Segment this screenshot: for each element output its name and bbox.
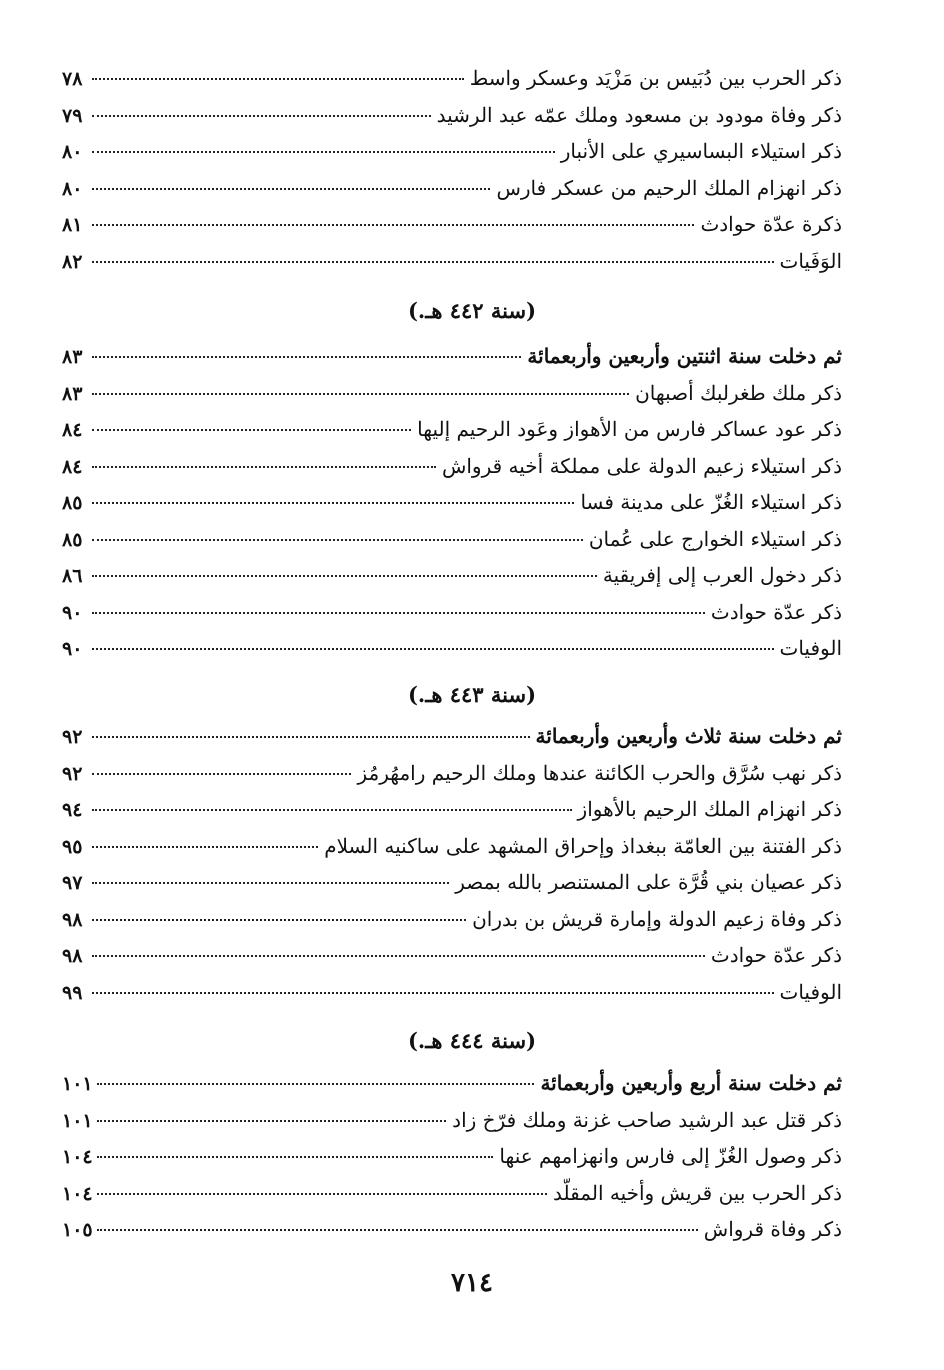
section-spacer [62, 298, 842, 338]
toc-entry-title: الوَفَيات [779, 248, 842, 273]
dot-leader [92, 151, 555, 153]
toc-entry [62, 411, 842, 448]
dot-leader [97, 1083, 535, 1085]
toc-entry-title: ذكر وصول الغُزّ إلى فارس وانهزامهم عنها [499, 1144, 842, 1168]
dot-leader [92, 648, 774, 650]
toc-entry [62, 791, 842, 828]
toc-entry-title: ذكر دخول العرب إلى إفريقية [602, 563, 842, 587]
toc-section-441-continued [62, 60, 842, 279]
toc-entry [62, 243, 842, 280]
toc-entry-page: ٨٤ [62, 455, 83, 478]
dot-leader [92, 575, 597, 577]
section-heading-444: (سنة ٤٤٤ هـ.) [407, 1028, 537, 1053]
dot-leader [92, 955, 705, 957]
dot-leader [92, 393, 629, 395]
toc-entry-page: ٩٢ [62, 726, 83, 748]
toc-entry-title: ذكر انهزام الملك الرحيم بالأهواز [577, 797, 842, 821]
toc-entry-page: ٨٦ [62, 565, 83, 587]
toc-entry-title: ذكر انهزام الملك الرحيم من عسكر فارس [496, 175, 842, 200]
toc-entry [62, 60, 842, 97]
toc-entry-title: ثم دخلت سنة أربع وأربعين وأربعمائة [540, 1071, 842, 1095]
dot-leader [92, 846, 318, 848]
toc-entry-title: ذكر قتل عبد الرشيد صاحب غزنة وملك فرّخ زاد [452, 1107, 842, 1132]
toc-entry [62, 828, 842, 865]
toc-entry [62, 375, 842, 412]
toc-entry-page: ١٠١ [62, 1109, 93, 1132]
toc-entry [62, 521, 842, 558]
toc-entry-page: ٨١ [62, 214, 83, 236]
section-spacer [62, 680, 842, 718]
toc-entry-title: ذكر الحرب بين قريش وأخيه المقلّد [553, 1180, 842, 1205]
dot-leader [92, 78, 464, 80]
toc-entry-page: ٩٧ [62, 872, 83, 894]
toc-entry-title: ذكر ملك طغرلبك أصبهان [635, 380, 842, 405]
toc-entry-title: الوفيات [779, 979, 842, 1004]
dot-leader [92, 429, 411, 431]
toc-entry [62, 448, 842, 485]
section-heading-442: (سنة ٤٤٢ هـ.) [407, 298, 537, 323]
dot-leader [92, 224, 694, 226]
toc-entry-page: ٩٢ [62, 762, 83, 785]
toc-section-442 [62, 298, 842, 667]
toc-entry-title: ذكر استيلاء الخوارج على عُمان [588, 526, 842, 551]
dot-leader [92, 736, 530, 738]
toc-entry-page: ٩٠ [62, 638, 83, 660]
toc-entry-page: ٨٠ [62, 177, 83, 200]
section-spacer [62, 1025, 842, 1065]
toc-entry [62, 1211, 842, 1248]
section-heading-443: (سنة ٤٤٣ هـ.) [407, 682, 537, 707]
dot-leader [92, 919, 466, 921]
toc-entry-title: ذكر استيلاء البساسيري على الأنبار [560, 139, 842, 163]
toc-entry [62, 1065, 842, 1102]
toc-entry [62, 97, 842, 134]
toc-entry [62, 630, 842, 667]
toc-entry [62, 718, 842, 755]
toc-entry-title: ذكر عدّة حوادث [710, 943, 842, 967]
toc-entry-page: ٨٢ [62, 250, 83, 273]
toc-entry-title: ذكر عصيان بني قُرَّة على المستنصر بالله بمصر [455, 870, 842, 894]
toc-section-444 [62, 1025, 842, 1248]
dot-leader [92, 773, 351, 775]
toc-entry-page: ١٠١ [62, 1073, 93, 1095]
toc-entry-page: ٨٣ [62, 346, 83, 368]
toc-entry-title: ذكر عود عساكر فارس من الأهواز وعَود الرحيم إليها [417, 417, 842, 441]
toc-entry-title: ذكر الفتنة بين العامّة ببغداذ وإحراق المشهد على ساكنيه السلام [324, 833, 842, 858]
toc-entry-page: ١٠٥ [62, 1219, 93, 1241]
dot-leader [92, 261, 774, 263]
toc-entry [62, 133, 842, 170]
toc-entry-page: ٩٨ [62, 945, 83, 967]
dot-leader [97, 1193, 547, 1195]
page-number: ٧١٤ [451, 1268, 493, 1298]
toc-entry-page: ٧٩ [62, 104, 83, 127]
toc-entry-page: ٩٩ [62, 981, 83, 1004]
toc-entry [62, 338, 842, 375]
toc-entry [62, 974, 842, 1011]
toc-entry [62, 557, 842, 594]
toc-entry-title: ذكرة عدّة حوادث [700, 212, 842, 236]
toc-entry-page: ٩٨ [62, 908, 83, 931]
toc-entry-title: ذكر استيلاء الغُزّ على مدينة فسا [580, 490, 842, 514]
dot-leader [92, 992, 774, 994]
toc-entry-title: ذكر استيلاء زعيم الدولة على مملكة أخيه قرواش [441, 453, 842, 478]
toc-entry [62, 206, 842, 243]
toc-entry [62, 901, 842, 938]
toc-entry [62, 170, 842, 207]
toc-entry-page: ٨٥ [62, 492, 83, 514]
toc-entry [62, 1175, 842, 1212]
dot-leader [97, 1229, 698, 1231]
toc-entry-page: ٨٠ [62, 141, 83, 163]
toc-entry-page: ٨٤ [62, 419, 83, 441]
toc-section-443 [62, 680, 842, 1010]
dot-leader [92, 612, 705, 614]
toc-entry-title: ثم دخلت سنة اثنتين وأربعين وأربعمائة [527, 344, 842, 368]
toc-entry-title: ذكر وفاة زعيم الدولة وإمارة قريش بن بدران [472, 906, 842, 931]
toc-entry [62, 937, 842, 974]
toc-entry [62, 484, 842, 521]
toc-entry-page: ٩٥ [62, 835, 83, 858]
toc-entry-page: ١٠٤ [62, 1146, 93, 1168]
toc-entry-title: ذكر وفاة قرواش [703, 1217, 842, 1241]
toc-entry-page: ٩٠ [62, 601, 83, 624]
dot-leader [92, 466, 436, 468]
dot-leader [92, 356, 521, 358]
toc-entry-page: ٧٨ [62, 68, 83, 90]
toc-entry-title: ذكر عدّة حوادث [710, 599, 842, 624]
dot-leader [97, 1120, 447, 1122]
toc-entry [62, 755, 842, 792]
dot-leader [92, 539, 583, 541]
toc-entry-title: ذكر الحرب بين دُبَيس بن مَزْيَد وعسكر واسط [469, 66, 842, 90]
toc-entry [62, 594, 842, 631]
toc-entry-page: ٨٣ [62, 382, 83, 405]
dot-leader [92, 502, 574, 504]
toc-entry [62, 864, 842, 901]
toc-entry-title: ذكر وفاة مودود بن مسعود وملك عمّه عبد الرشيد [436, 102, 842, 127]
dot-leader [92, 188, 490, 190]
toc-entry [62, 1102, 842, 1139]
toc-entry [62, 1138, 842, 1175]
dot-leader [97, 1156, 494, 1158]
dot-leader [92, 809, 572, 811]
toc-entry-title: ذكر نهب سُرَّق والحرب الكائنة عندها وملك الرحيم رامهُرمُز [357, 760, 842, 785]
dot-leader [92, 882, 449, 884]
toc-entry-page: ١٠٤ [62, 1182, 93, 1205]
toc-entry-title: الوفيات [779, 636, 842, 660]
toc-entry-page: ٨٥ [62, 528, 83, 551]
toc-entry-title: ثم دخلت سنة ثلاث وأربعين وأربعمائة [535, 724, 842, 748]
toc-entry-page: ٩٤ [62, 799, 83, 821]
dot-leader [92, 115, 431, 117]
